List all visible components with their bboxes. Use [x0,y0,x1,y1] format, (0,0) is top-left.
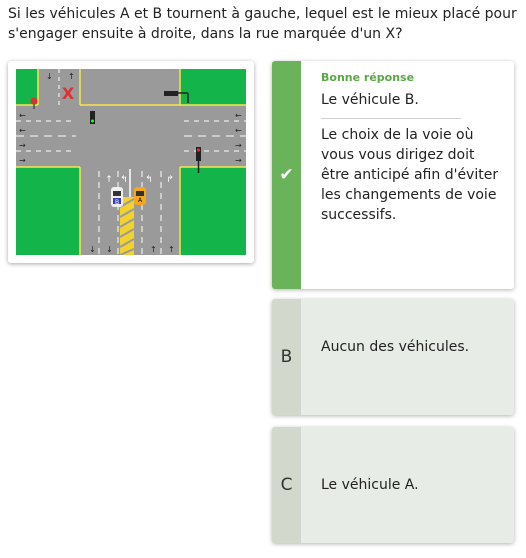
svg-text:B: B [114,199,120,206]
answer-text: Aucun des véhicules. [321,339,470,355]
option-letter: C [272,427,301,543]
svg-text:↱: ↱ [166,175,174,185]
destination-x-mark: X [61,84,75,103]
answer-text: Le véhicule B. [321,92,419,108]
option-letter: B [272,299,301,415]
svg-text:A: A [137,197,143,204]
svg-text:↰: ↰ [120,175,128,185]
question-image [8,61,254,263]
traffic-light-left [90,111,95,124]
svg-text:↑: ↑ [68,72,75,81]
svg-text:→: → [235,156,242,165]
svg-text:↓: ↓ [89,245,96,254]
svg-text:←: ← [19,111,26,120]
correct-answer-label: Bonne réponse [321,71,415,84]
vehicle-b [111,187,123,207]
svg-text:→: → [19,156,26,165]
vehicle-a [134,187,146,205]
intersection-diagram [16,69,246,255]
answer-option-c[interactable] [272,427,514,543]
svg-text:←: ← [19,126,26,135]
svg-text:↓: ↓ [46,72,53,81]
question-text: Si les véhicules A et B tournent à gauche, lequel est le mieux placé pour s'engager ensuite à droite, dans la rue marquée d'un X? [8,6,517,42]
answer-option-b[interactable] [272,299,514,415]
answer-text: Le véhicule A. [321,477,419,493]
svg-text:↓: ↓ [106,245,113,254]
checkmark-icon: ✔ [272,61,301,289]
divider [321,118,461,119]
svg-text:←: ← [235,126,242,135]
svg-text:↑: ↑ [150,245,157,254]
svg-text:→: → [19,141,26,150]
answer-explanation: Le choix de la voie où vous vous dirigez doit être anticipé afin d'éviter les changements de voie successifs. [321,127,499,223]
svg-text:↰: ↰ [145,175,153,185]
svg-text:←: ← [235,111,242,120]
svg-text:→: → [235,141,242,150]
svg-text:↑: ↑ [105,175,113,185]
answer-option-a[interactable] [272,61,514,289]
svg-text:↑: ↑ [168,245,175,254]
